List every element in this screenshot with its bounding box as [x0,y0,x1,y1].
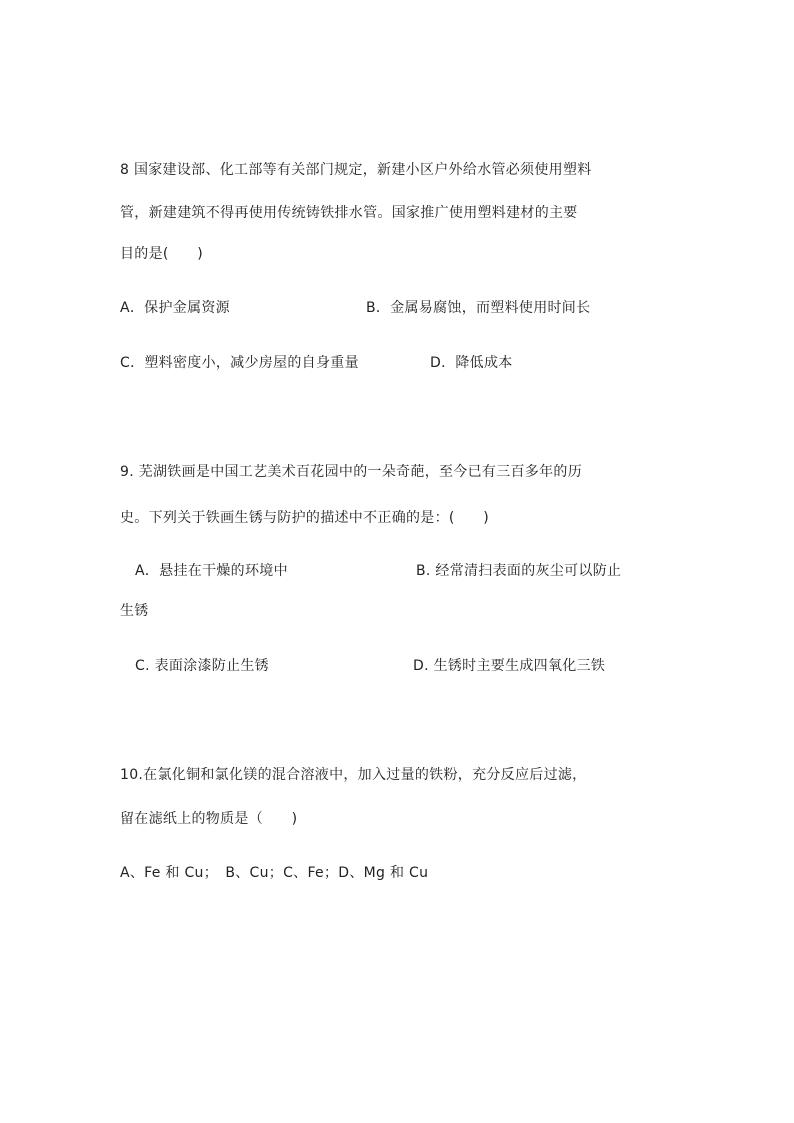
q9-option-b: B. 经常清扫表面的灰尘可以防止 [416,563,622,579]
q8-option-d: D．降低成本 [430,355,513,371]
q10-stem-line-1: 10.在氯化铜和氯化镁的混合溶液中，加入过量的铁粉，充分反应后过滤， [120,767,587,783]
q8-option-c: C．塑料密度小，减少房屋的自身重量 [120,355,359,371]
q9-stem-line-2: 史。下列关于铁画生锈与防护的描述中不正确的是：( ) [120,510,490,526]
q10-options: A、Fe 和 Cu； B、Cu；C、Fe；D、Mg 和 Cu [120,865,429,881]
q9-option-c: C. 表面涂漆防止生锈 [135,658,269,674]
q9-option-a: A．悬挂在干燥的环境中 [135,563,288,579]
q8-stem-line-2: 管，新建建筑不得再使用传统铸铁排水管。国家推广使用塑料建材的主要 [120,205,578,221]
q9-option-b-cont: 生锈 [120,603,149,619]
q8-option-a: A．保护金属资源 [120,300,230,316]
q8-stem-line-1: 8 国家建设部、化工部等有关部门规定，新建小区户外给水管必须使用塑料 [120,162,592,178]
q9-stem-line-1: 9. 芜湖铁画是中国工艺美术百花园中的一朵奇葩，至今已有三百多年的历 [120,464,583,480]
q8-option-b: B．金属易腐蚀，而塑料使用时间长 [366,300,591,316]
q8-stem-line-3: 目的是( ) [120,246,204,262]
q10-stem-line-2: 留在滤纸上的物质是（ ) [120,811,298,827]
q9-option-d: D. 生锈时主要生成四氧化三铁 [413,658,606,674]
